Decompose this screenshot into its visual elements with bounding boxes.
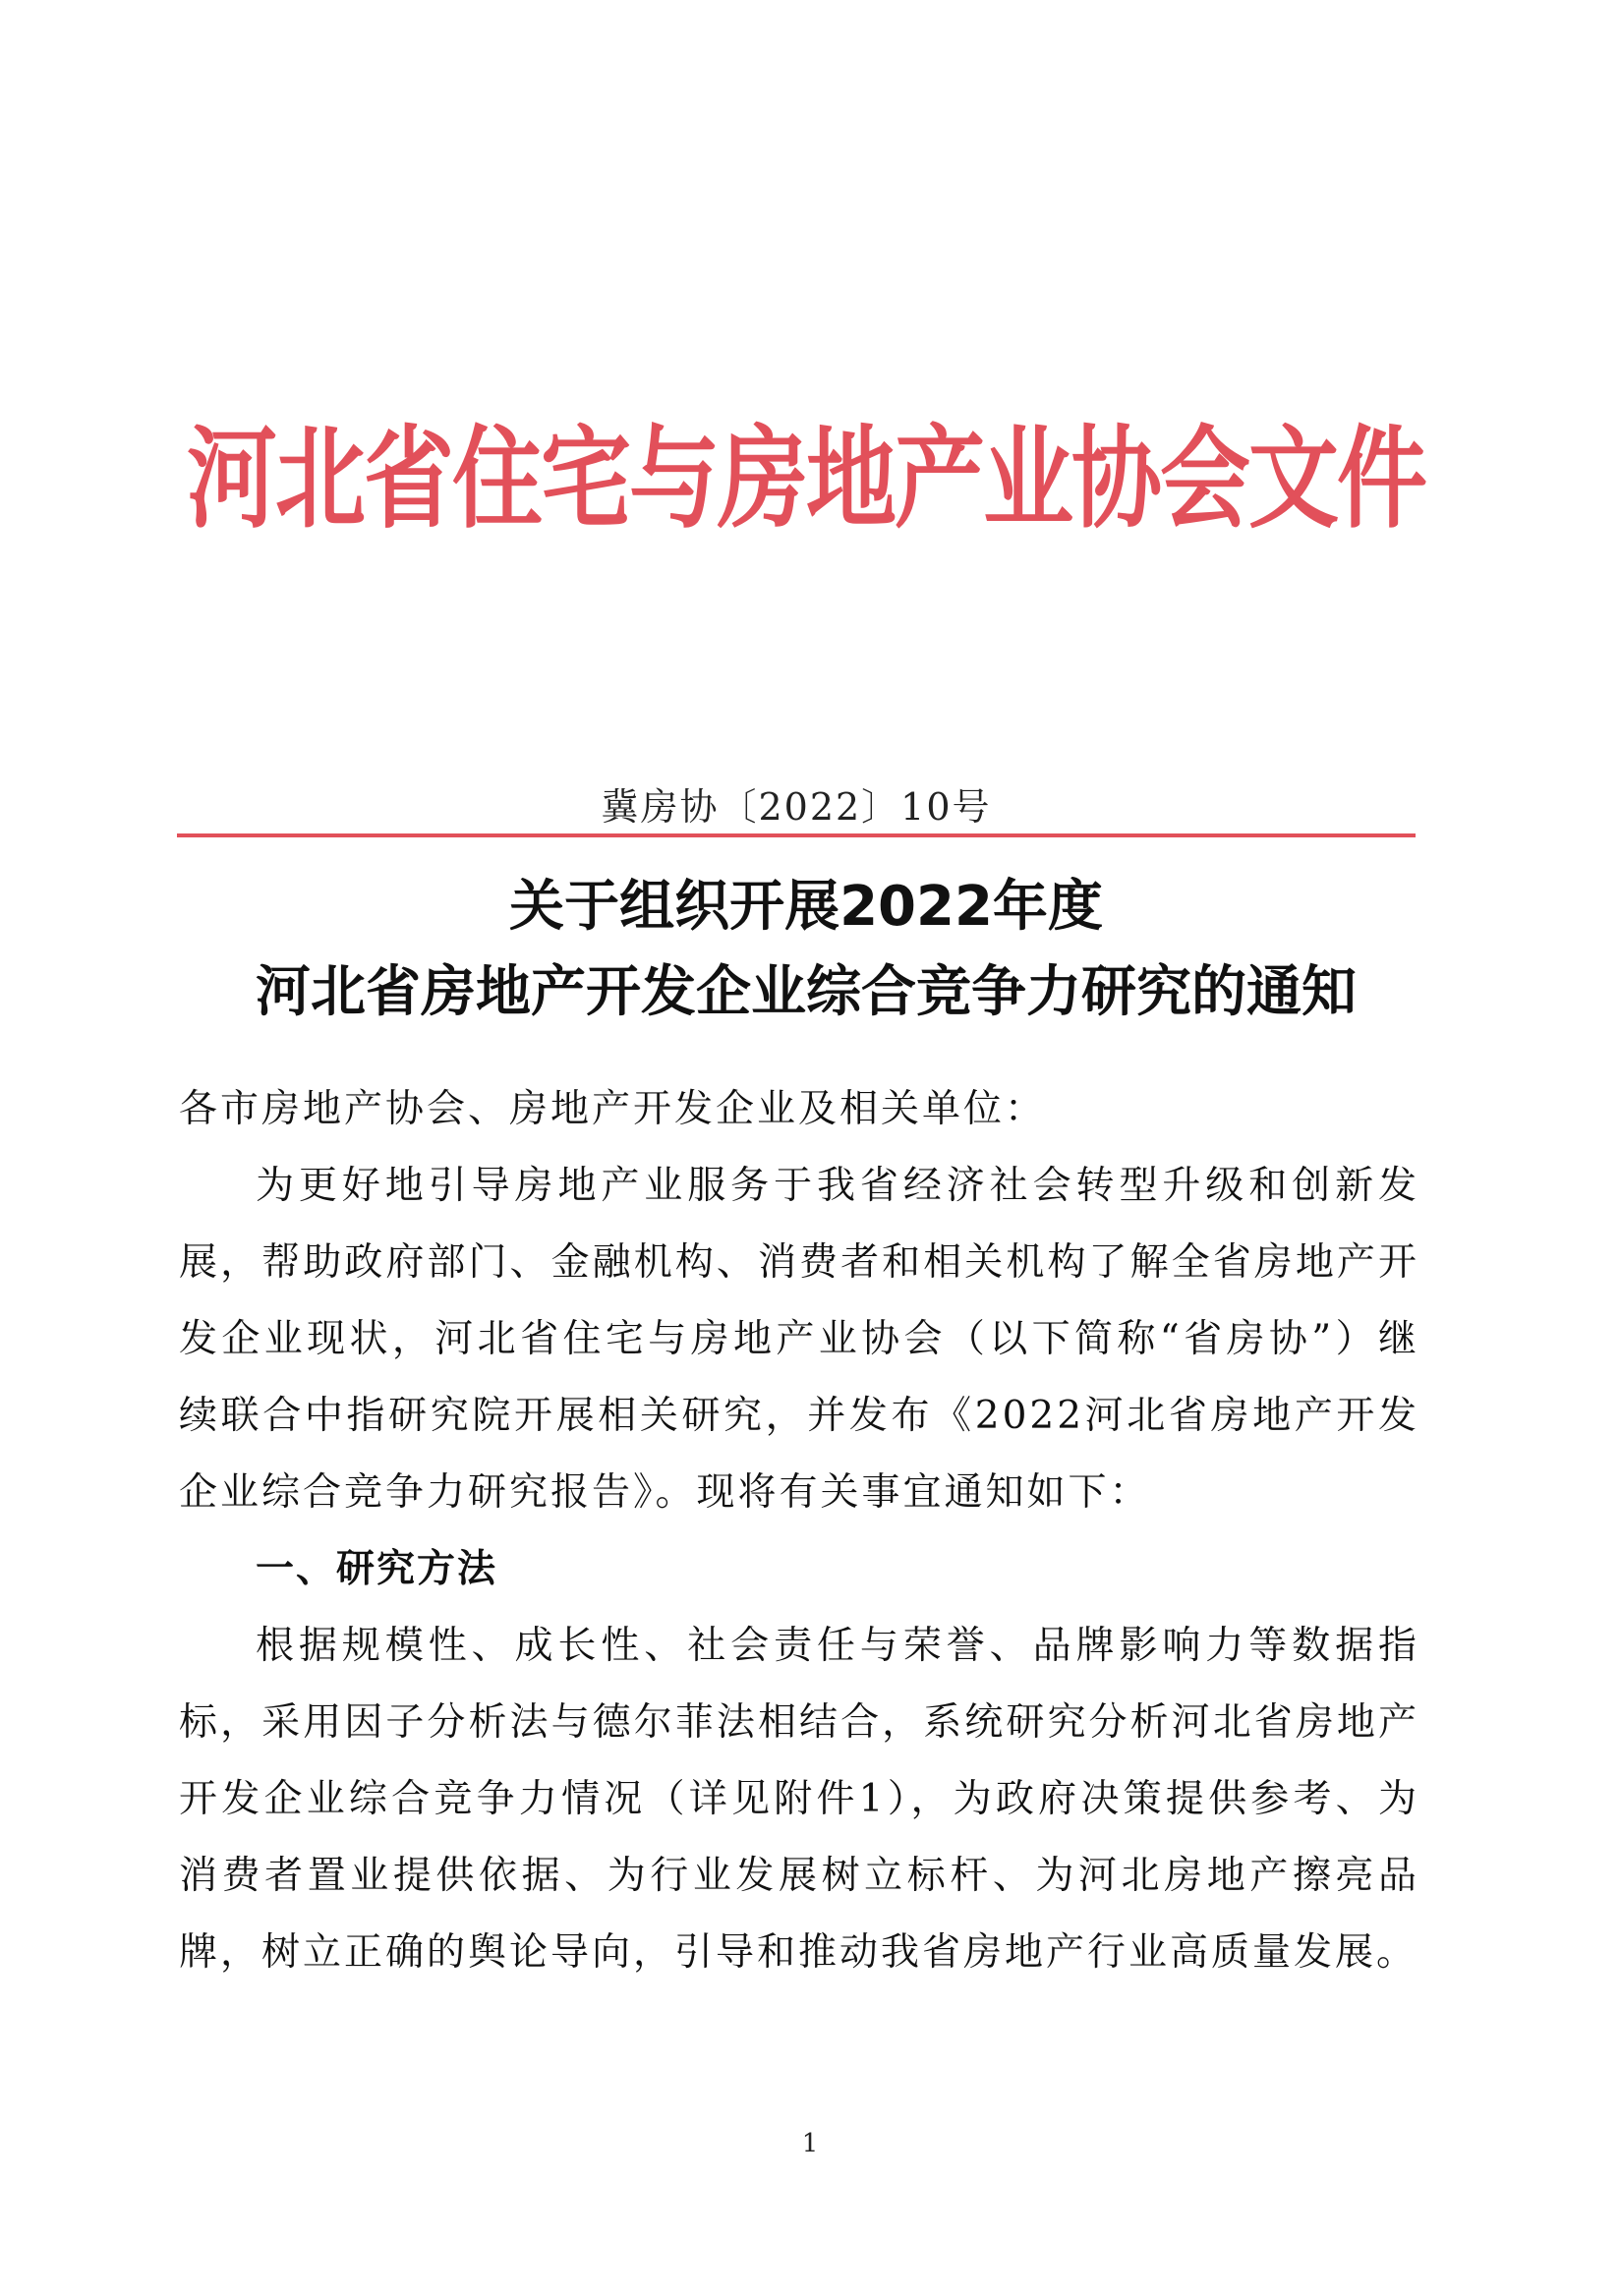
salutation: 各市房地产协会、房地产开发企业及相关单位：	[179, 1087, 1047, 1131]
notice-title-line-1: 关于组织开展2022年度	[509, 875, 1103, 939]
research-method-paragraph: 根据规模性、成长性、社会责任与荣誉、品牌影响力等数据指标，采用因子分析法与德尔菲法相结合，系统研究分析河北省房地产开发企业综合竞争力情况（详见附件1），为政府决策提供参考、为消费者置业提供依据、为行业发展树立标杆、为河北房地产擦亮品牌，树立正确的舆论导向，引导和推动我省房地产行业高质量发展。	[179, 1624, 1419, 1975]
notice-title-line-2: 河北省房地产开发企业综合竞争力研究的通知	[256, 960, 1357, 1024]
document-body	[179, 1071, 1419, 1991]
red-divider	[177, 833, 1416, 837]
intro-paragraph: 为更好地引导房地产业服务于我省经济社会转型升级和创新发展，帮助政府部门、金融机构、消费者和相关机构了解全省房地产开发企业现状，河北省住宅与房地产业协会（以下简称“省房协”）继续联合中指研究院开展相关研究，并发布《2022河北省房地产开发企业综合竞争力研究报告》。现将有关事宜通知如下：	[179, 1164, 1419, 1515]
document-number: 冀房协〔2022〕10号	[601, 785, 992, 829]
section-heading-research-method: 一、研究方法	[256, 1547, 498, 1591]
masthead-title: 河北省住宅与房地产业协会文件	[186, 415, 1425, 544]
page-number: 1	[801, 2129, 819, 2158]
